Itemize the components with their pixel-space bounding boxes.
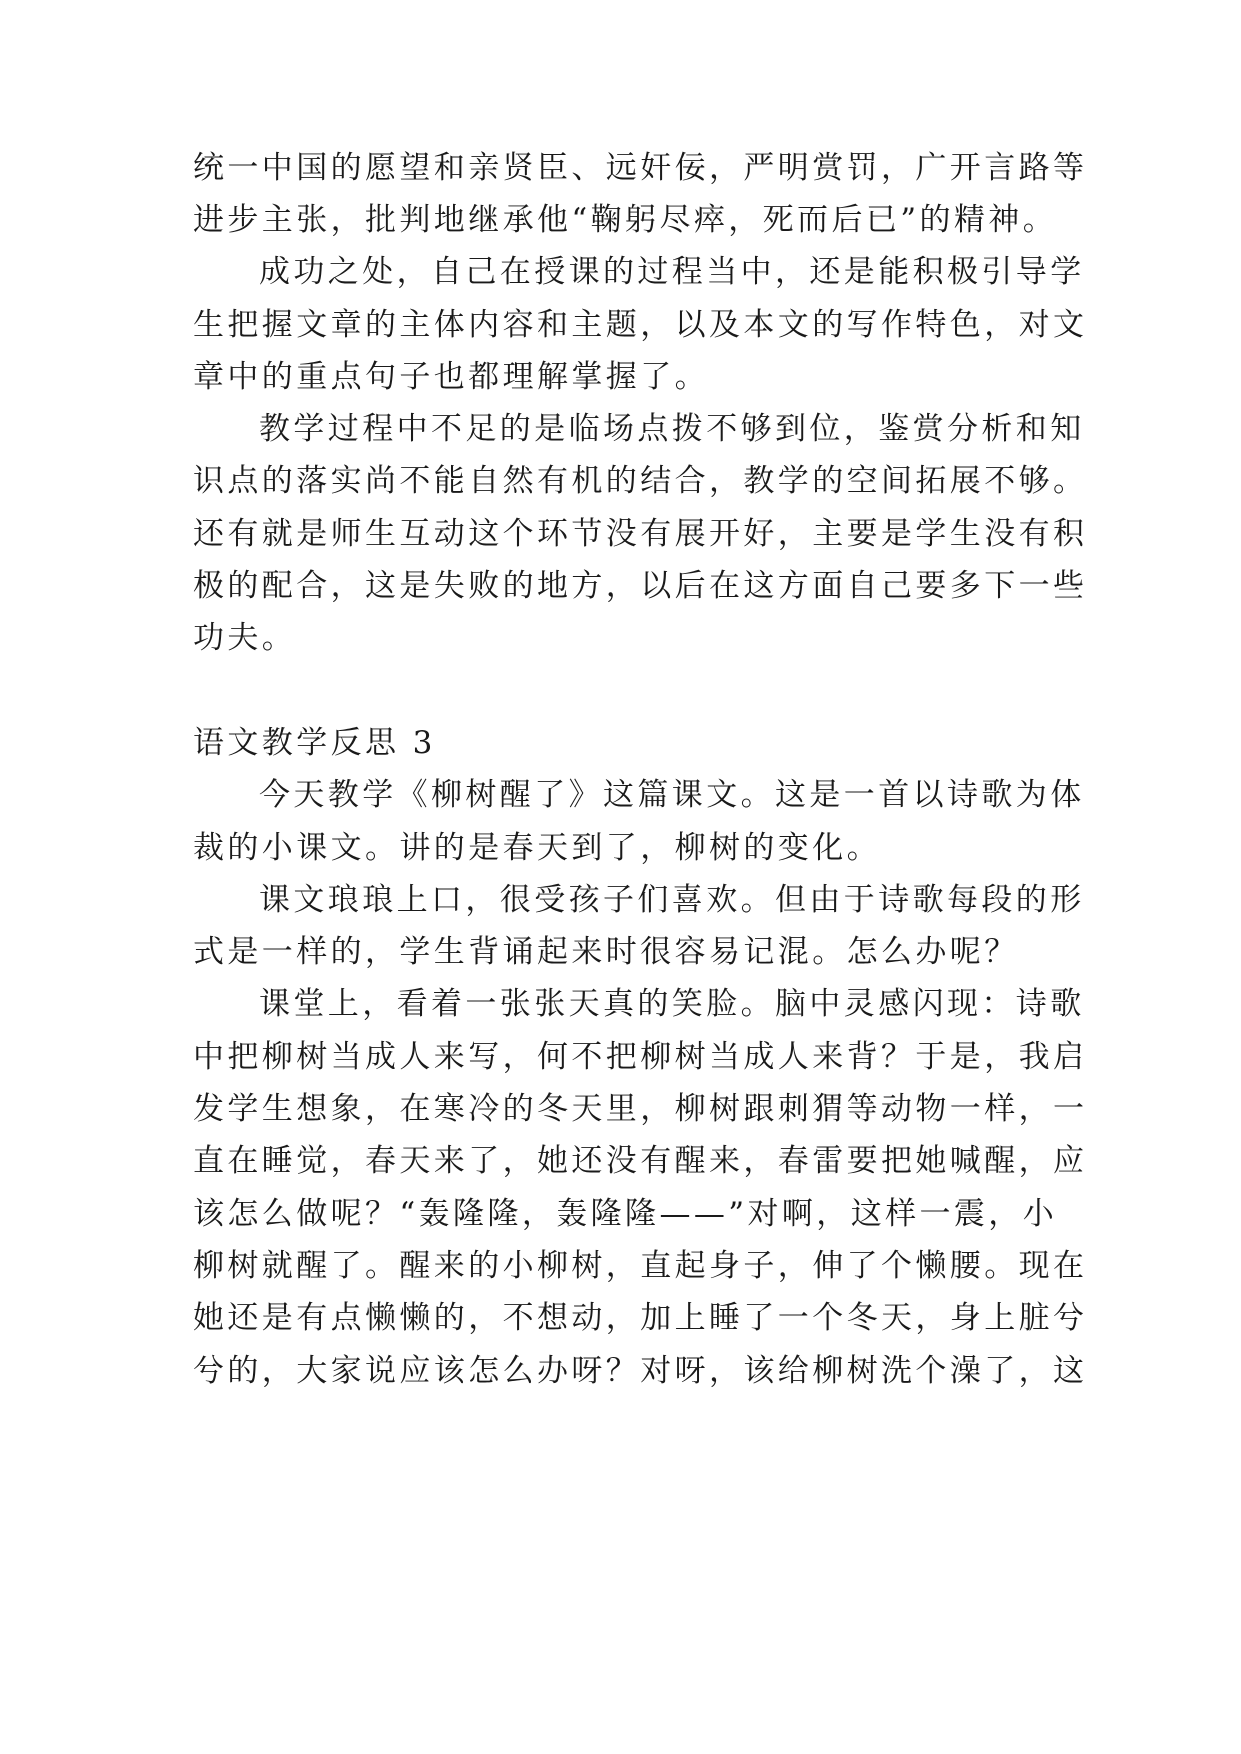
text-line: 还有就是师生互动这个环节没有展开好，主要是学生没有积 [193, 516, 1088, 552]
text-line: 章中的重点句子也都理解掌握了。 [193, 359, 709, 395]
text-line: 课堂上，看着一张张天真的笑脸。脑中灵感闪现：诗歌 [259, 986, 1085, 1022]
text-line: 成功之处，自己在授课的过程当中，还是能积极引导学 [259, 254, 1085, 290]
text-line: 中把柳树当成人来写，何不把柳树当成人来背？于是，我启 [193, 1039, 1088, 1075]
section-heading: 语文教学反思 3 [193, 725, 436, 761]
text-line: 该怎么做呢？“轰隆隆，轰隆隆——”对啊，这样一震，小 [193, 1196, 1058, 1232]
text-line: 她还是有点懒懒的，不想动，加上睡了一个冬天，身上脏兮 [193, 1300, 1088, 1336]
text-line: 进步主张，批判地继承他“鞠躬尽瘁，死而后已”的精神。 [193, 202, 1058, 238]
text-line: 功夫。 [193, 620, 297, 656]
text-line: 发学生想象，在寒冷的冬天里，柳树跟刺猬等动物一样，一 [193, 1091, 1088, 1127]
text-line: 兮的，大家说应该怎么办呀？对呀，该给柳树洗个澡了，这 [193, 1353, 1088, 1389]
text-line: 直在睡觉，春天来了，她还没有醒来，春雷要把她喊醒，应 [193, 1143, 1088, 1179]
text-line: 裁的小课文。讲的是春天到了，柳树的变化。 [193, 830, 881, 866]
text-line: 统一中国的愿望和亲贤臣、远奸佞，严明赏罚，广开言路等 [193, 150, 1088, 186]
text-line: 式是一样的，学生背诵起来时很容易记混。怎么办呢？ [193, 934, 1019, 970]
text-line: 识点的落实尚不能自然有机的结合，教学的空间拓展不够。 [193, 463, 1088, 499]
text-line: 教学过程中不足的是临场点拨不够到位，鉴赏分析和知 [259, 411, 1085, 447]
text-line: 今天教学《柳树醒了》这篇课文。这是一首以诗歌为体 [259, 777, 1085, 813]
text-line: 极的配合，这是失败的地方，以后在这方面自己要多下一些 [193, 568, 1088, 604]
text-line: 生把握文章的主体内容和主题，以及本文的写作特色，对文 [193, 307, 1088, 343]
text-line: 课文琅琅上口，很受孩子们喜欢。但由于诗歌每段的形 [259, 882, 1085, 918]
text-line: 柳树就醒了。醒来的小柳树，直起身子，伸了个懒腰。现在 [193, 1248, 1088, 1284]
